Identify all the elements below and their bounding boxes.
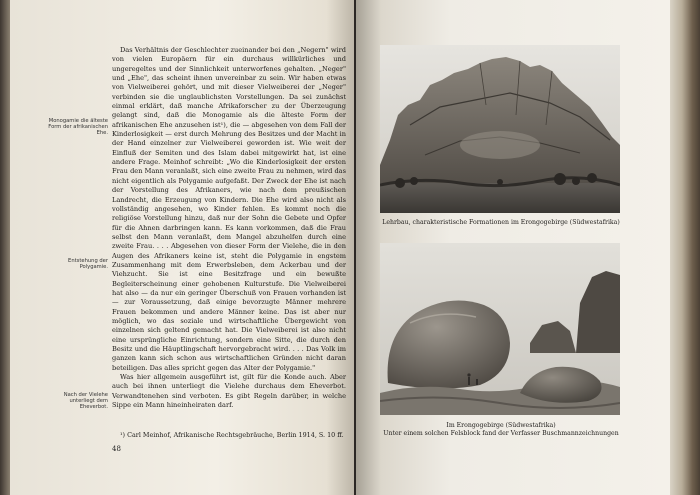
margin-note-monogamie: Monogamie die älteste Form der afrikanischen Ehe. — [48, 118, 108, 136]
photo-rock-formations — [380, 45, 620, 213]
rock-formation-illustration — [380, 45, 620, 213]
book-left-edge — [0, 0, 10, 495]
margin-note-eheverbot: Nach der Vielehe unterliegt dem Eheverbot. — [63, 392, 108, 410]
caption-top: Lehrbau, charakteristische Formationen im Erongogebirge (Südwestafrika) — [382, 219, 620, 226]
caption-bottom — [370, 422, 632, 438]
paragraph-1: Das Verhältnis der Geschlechter zueinander bei den „Negern" wird von vielen Europäern für ein durchaus willkürliches und ungeregeltes und der Sinnlichkeit unterworfenes gehalten. „Neger" und „Ehe", das scheint ihnen unvereinbar zu sein. Wir haben etwas von Vielweiberei gehört, und mit dieser Vielweiberei der „Neger" verbinden sie die unglaublichsten Vorstellungen. Da sei zunächst einmal erklärt, daß manche Afrikaforscher zu der Überzeugung gelangt sind, daß die Monogamie als die älteste Form der afrikanischen Ehe anzusehen ist¹), die — abgesehen von dem Fall der Kinderlosigkeit — erst durch Mehrung des Besitzes und der Macht in der Hand einzelner zur Vielweiberei geworden ist. Wie weit der Einfluß der Semiten und des Islam dabei mitgewirkt hat, ist eine andere Frage. Meinhof schreibt: „Wo die Kinderlosigkeit der ersten Frau den Mann veranlaßt, sich eine zweite Frau zu nehmen, wird das nicht eigentlich als Polygamie aufgefaßt. Der Zweck der Ehe ist nach der Vorstellung des Afrikaners, wie nach dem preußischen Landrecht, die Erzeugung von Kindern. Die Ehe wird also nicht als vollständig angesehen, wo Kinder fehlen. Es kommt noch die religiöse Vorstellung hinzu, daß nur der Sohn die Gebete und Opfer für die Ahnen darbringen kann. Es kann vorkommen, daß die Frau selbst den Mann veranlaßt, dem Mangel abzuhelfen durch eine zweite Frau. . . . Abgesehen von dieser Form der Vielehe, die in den Augen des Afrikaners keine ist, steht die Polygamie in engstem Zusammenhang mit dem Erwerbsleben, dem Ackerbau und der Viehzucht. Sie ist eine Besitzfrage und ein bewußte Begleiterscheinung einer gehobenen Kulturstufe. Die Vielweiberei hat also — da nur ein geringer Überschuß von Frauen vorhanden ist — zur Voraussetzung, daß einige bevorzugte Männer mehrere Frauen bekommen und andere Männer keine. Das ist aber nur möglich, wo das soziale und wirtschaftliche Übergewicht von einzelnen sich geltend gemacht hat. Die Vielweiberei ist also nicht eine ursprüngliche Einrichtung, sondern eine Sitte, die durch den Besitz und die Häuptlingschaft hervorgebracht wird. . . . Das Volk im ganzen kann sich schon aus wirtschaftlichen Gründen nicht daran beteiligen. Das alles spricht gegen das Alter der Polygamie." — [112, 46, 346, 372]
photo-boulders — [380, 243, 620, 415]
body-text — [112, 46, 346, 410]
footnote: ¹) Carl Meinhof, Afrikanische Rechtsgebräuche, Berlin 1914, S. 10 ff. — [120, 431, 344, 439]
paragraph-2: Was hier allgemein ausgeführt ist, gilt für die Konde auch. Aber auch bei ihnen unterliegt die Vielehe durchaus dem Eheverbot. Verwandtenehen sind verboten. Es gibt Regeln darüber, in welche Sippe ein Mann hineinheiraten darf. — [112, 373, 346, 410]
margin-note-polygamie: Entstehung der Polygamie. — [68, 258, 108, 270]
boulder-illustration — [380, 243, 620, 415]
page-number: 48 — [112, 445, 121, 453]
caption-bottom-line1: Im Erongogebirge (Südwestafrika) — [446, 422, 556, 429]
caption-bottom-line2: Unter einem solchen Felsblock fand der Verfasser Buschmannzeichnungen — [383, 430, 619, 437]
book-right-edge — [670, 0, 700, 495]
